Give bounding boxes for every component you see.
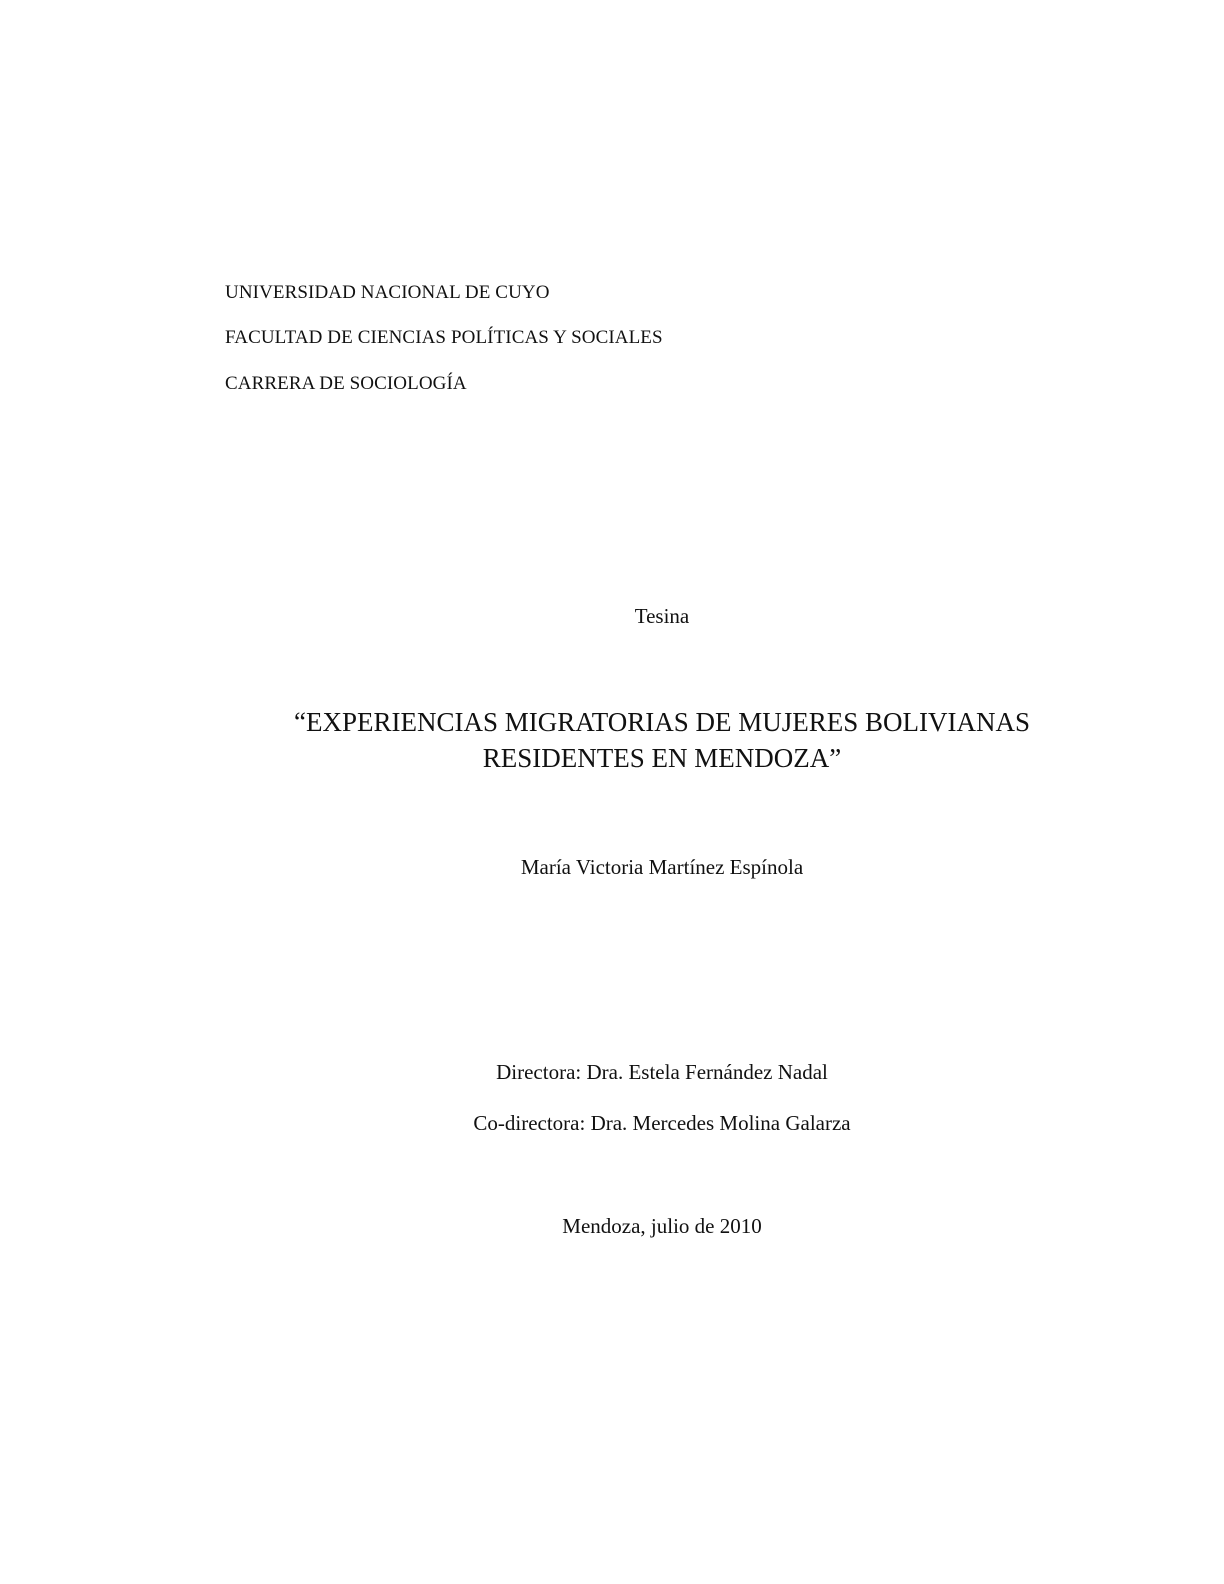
thesis-title-line-2: RESIDENTES EN MENDOZA” <box>482 743 842 773</box>
program-name: CARRERA DE SOCIOLOGÍA <box>225 373 467 394</box>
codirector-line: Co-directora: Dra. Mercedes Molina Galarza <box>473 1111 851 1135</box>
university-name: UNIVERSIDAD NACIONAL DE CUYO <box>225 282 550 303</box>
thesis-title <box>100 704 1224 776</box>
author-name: María Victoria Martínez Espínola <box>520 855 804 879</box>
place-and-date: Mendoza, julio de 2010 <box>562 1214 762 1238</box>
faculty-name: FACULTAD DE CIENCIAS POLÍTICAS Y SOCIALES <box>225 327 663 348</box>
document-type: Tesina <box>634 604 690 628</box>
director-line: Directora: Dra. Estela Fernández Nadal <box>496 1060 828 1084</box>
thesis-title-line-1: “EXPERIENCIAS MIGRATORIAS DE MUJERES BOLIVIANAS <box>293 707 1031 737</box>
